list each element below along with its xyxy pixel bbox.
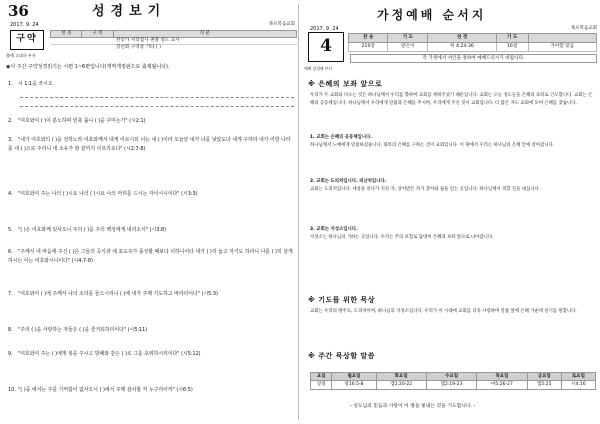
- question-text: "여호와여 주는 나의 ( )시요 나의 ( )시요 나의 머리를 드시는 자이시니이다" (시3:3): [18, 191, 198, 197]
- col-header: 토요일: [561, 373, 595, 381]
- col-header: 수요일: [426, 373, 476, 381]
- question-number: 10.: [8, 387, 16, 393]
- district-cell[interactable]: [82, 45, 113, 52]
- section-heading: ※ 주간 묵상할 말씀: [308, 352, 375, 360]
- page-title: 성경보기: [92, 4, 167, 19]
- worship-number: 4: [308, 32, 344, 62]
- question-number: 4.: [8, 191, 13, 197]
- sub-note: 출애 고대국 부서: [6, 53, 36, 58]
- testament-label: 구약: [10, 30, 44, 50]
- question-6: [8, 248, 294, 266]
- footer-text: - 성도님의 믿음과 사랑이 이 땅을 빛내는 것을 기도합니다. -: [350, 404, 476, 409]
- question-2: [8, 117, 294, 126]
- question-number: 2.: [8, 118, 13, 124]
- col-header: 목요일: [477, 373, 527, 381]
- worship-note-small: 예배 강경해 부서: [304, 66, 333, 71]
- subparagraph: 교회는 도피처입니다. 세상을 살다가 지친 자, 상처받은 자가 찾아와 쉼을 얻는 곳입니다. 하나님께서 피할 길을 내십니다.: [310, 187, 541, 192]
- col-header: 구 역: [82, 31, 113, 38]
- question-number: 3.: [8, 137, 13, 143]
- question-number: 9.: [8, 351, 13, 357]
- table-row: [349, 43, 597, 52]
- section-paragraph: 우리가 두 교회와 다오는 것은 하나님께서 우리를 향하여 교회를 세워주셨기 때문입니다. 교회는 오늘 성도들을 은혜의 보좌로 인도합니다. 교회는 은혜의 공동체입니다. 하나님께서 우리에게 말씀과 은혜를 주시며, 우리에게 주신 것이 교회입니다. 더 많은 자도 교회에 모여 은혜를 찾습니다.: [310, 93, 593, 106]
- question-1: [8, 80, 294, 107]
- scripture-cell: 히 4:24-36: [428, 43, 497, 52]
- table-row: [51, 45, 297, 52]
- publisher: 목포복음교회: [268, 22, 295, 27]
- section-heading: ※ 은혜의 보좌 앞으로: [308, 80, 383, 88]
- subheading: 2. 교회는 도피처입니다. 피난처입니다.: [310, 179, 387, 184]
- question-text: "여호와여 ( )에 주께서 나의 소리를 들으시리니 ( )에 내가 주께 기도하고 바라리이다" (시5:3): [18, 291, 218, 297]
- hymn-cell: 210장: [349, 43, 388, 52]
- question-text: "( )은 여호와께 있사오니 주의 ( )을 주의 백성에게 내리소서" (시3:8): [18, 227, 167, 233]
- bible-quiz-page: [2, 0, 297, 424]
- table-cell: 창16:5-8: [332, 381, 376, 390]
- table-cell: 장절: [311, 381, 332, 390]
- verse-cell: 16절: [496, 43, 528, 52]
- worship-publisher: 목포복음교회: [570, 26, 597, 31]
- name-cell[interactable]: [51, 45, 82, 52]
- table-row: [51, 38, 297, 45]
- worship-title: 가정예배 순서지: [377, 8, 487, 22]
- question-5: [8, 226, 294, 235]
- col-header: 월요일: [332, 373, 376, 381]
- col-header: 성 경: [428, 34, 497, 43]
- quiz-intro: ◉이 주간 구약성경읽기는 시편 1~6편입니다(개역개정판으로 출제됩니다).: [6, 64, 170, 70]
- col-header: 기 도: [388, 34, 428, 43]
- table-row: [311, 381, 596, 390]
- table-cell: 마5:26-27: [477, 381, 527, 390]
- question-text: "( )중 에서는 주를 기억함이 없사오니 ( )에서 주께 감사할 자 누구리이까" (시6:5): [18, 387, 193, 393]
- col-header: 기 도: [496, 34, 528, 43]
- answer-line[interactable]: [20, 89, 294, 98]
- family-worship-page: [302, 0, 597, 424]
- role-options: 장년회 구역장 기타 ( ): [113, 45, 296, 52]
- col-header: [528, 34, 596, 43]
- worship-instruction: 각 가정에서 서인을 정하여 예배드리시기 바랍니다.: [350, 54, 597, 63]
- worship-order-table: [348, 33, 597, 52]
- role-options: 찬송가 서리집사 권찰 성도 교사: [113, 38, 296, 45]
- question-text: "주의 ( )을 사랑하는 자들은 ( )을 즐거워하리이다" (시5:11): [18, 327, 148, 333]
- participant-table: [50, 30, 297, 52]
- question-text: "주께서 내 마음에 주신 ( )은 그들의 곡식과 새 포도주가 풍성할 때보다 더하니이다 내가 ( )히 눕고 자기도 하리니 나를 ( )히 살게 하시는 이는 여호와시니이다" (시4:7-8): [8, 249, 293, 264]
- weekly-meditation-table: [310, 372, 596, 390]
- subheading: 1. 교회는 은혜의 공동체입니다.: [310, 135, 372, 140]
- name-cell[interactable]: [51, 38, 82, 45]
- page-divider: [298, 4, 299, 420]
- table-cell: 시4:16: [561, 381, 595, 390]
- district-cell[interactable]: [82, 38, 113, 45]
- issue-date: 2017. 9. 24: [10, 22, 39, 28]
- question-number: 5.: [8, 227, 13, 233]
- table-cell: 엡5:25: [527, 381, 561, 390]
- question-number: 8.: [8, 327, 13, 333]
- col-header: 직 분: [113, 31, 296, 38]
- question-7: [8, 290, 294, 299]
- question-8: [8, 326, 294, 335]
- question-3: [8, 136, 294, 154]
- question-4: [8, 190, 294, 199]
- prayer-cell: 맡은이: [388, 43, 428, 52]
- col-header: 화요일: [376, 373, 426, 381]
- question-text: "여호와여 주는 ( )에게 복을 주시고 방패와 같은 ( )로 그를 호위하시리이다" (시5:12): [18, 351, 201, 357]
- issue-number: 36: [8, 2, 29, 20]
- question-9: [8, 350, 294, 359]
- question-10: [8, 386, 294, 395]
- question-text: "내가 여호와의 ( )을 전하노라 여호와께서 내게 이르시되 너는 내 ( )이라 오늘날 내가 너를 낳았도다 내게 구하라 내가 이방 나라를 네 ( )으로 주리니 네 소유가 땅 끝까지 이르리로다" (시2:7-8): [8, 137, 291, 152]
- col-header: 성 경: [51, 31, 82, 38]
- answer-line[interactable]: [20, 98, 294, 107]
- question-number: 1.: [8, 81, 13, 87]
- section-heading: ※ 기도를 위한 묵상: [308, 296, 375, 304]
- col-header: 금요일: [527, 373, 561, 381]
- col-header: 요일: [311, 373, 332, 381]
- question-number: 6.: [8, 249, 13, 255]
- col-header: 찬 송: [349, 34, 388, 43]
- subparagraph: 하나님께서 노예에게 말씀하셨습니다. 회복의 은혜를 구하는 것이 교회입니다. 이 땅에서 우리는 하나님의 은혜 안에 살아갑니다.: [310, 143, 555, 148]
- worship-date: 2017. 9. 24: [310, 26, 339, 32]
- section-paragraph: 교회는 우리의 방주요, 도피처이며, 하나님의 지성소입니다. 우리가 이 시대에 교회를 더욱 사랑하며 말씀 앞에 은혜 가운데 살기를 원합니다.: [310, 309, 577, 314]
- question-text: 시 1:1을 쓰시오.: [18, 81, 55, 87]
- quiz-header: [2, 0, 297, 62]
- subparagraph: 지성소는 하나님의 거하는 곳입니다. 우리는 주의 보혈로 담대히 은혜의 보좌 앞으로 나아갑니다.: [310, 235, 494, 240]
- question-number: 7.: [8, 291, 13, 297]
- table-cell: 엡2:19-23: [426, 381, 476, 390]
- question-text: "여호와여 ( )이 분노하며 빈축 줍니 ( )을 꾸미는가" (시2:1): [18, 118, 146, 124]
- assignee-cell: 가야할 맡음: [528, 43, 596, 52]
- table-cell: 엡2:20-22: [376, 381, 426, 390]
- subheading: 3. 교회는 지성소입니다.: [310, 227, 358, 232]
